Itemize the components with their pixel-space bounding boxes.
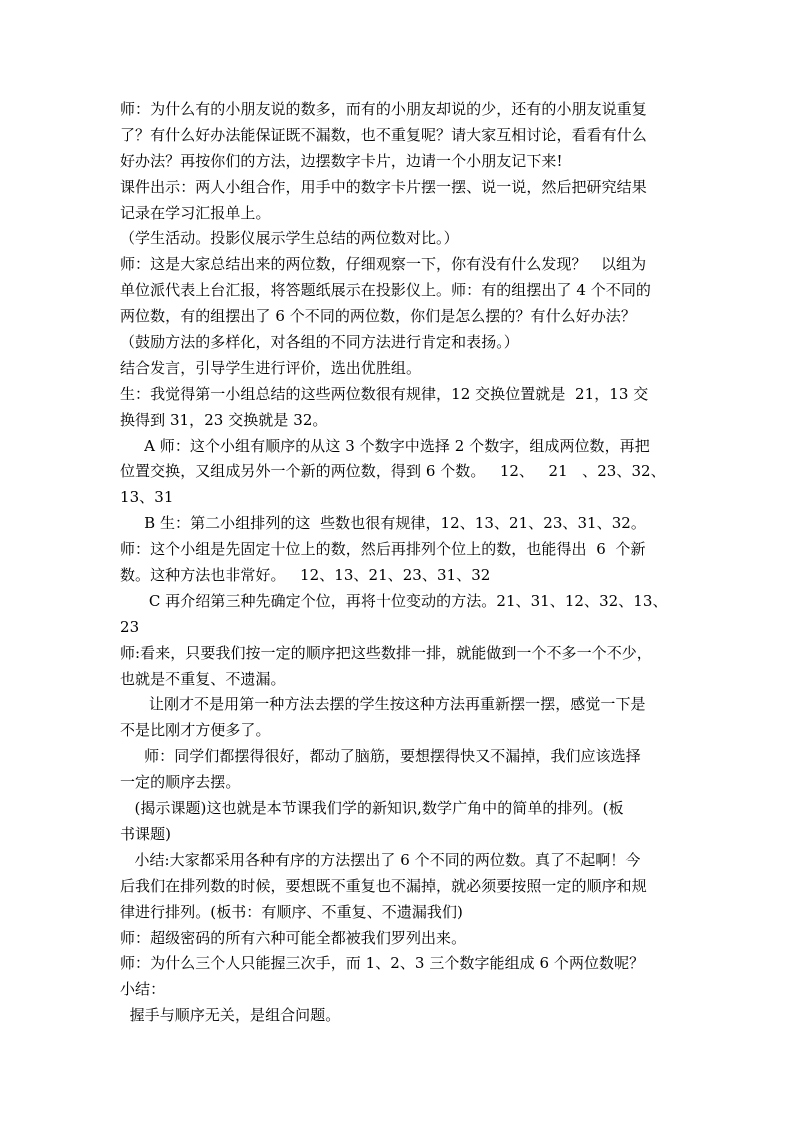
text-line: 一定的顺序去摆。 <box>120 773 241 792</box>
text-line: 师：为什么三个人只能握三次手，而 1、2、3 三个数字能组成 6 个两位数呢？ <box>120 954 645 973</box>
text-line: （学生活动。投影仪展示学生总结的两位数对比。） <box>120 229 459 248</box>
text-line: 后我们在排列数的时候，要想既不重复也不漏掉，就必须要按照一定的顺序和规 <box>120 876 647 895</box>
text-line: 握手与顺序无关，是组合问题。 <box>120 1006 341 1025</box>
text-line: 师：这个小组是先固定十位上的数，然后再排列个位上的数，也能得出 6 个新 <box>120 540 646 559</box>
text-line: 结合发言，引导学生进行评价，选出优胜组。 <box>120 358 422 377</box>
text-line: 13、31 <box>120 488 174 507</box>
text-line: 书课题) <box>120 824 172 843</box>
text-line: 师：超级密码的所有六种可能全都被我们罗列出来。 <box>120 928 467 947</box>
text-line: (揭示课题)这也就是本节课我们学的新知识,数学广角中的简单的排列。(板 <box>120 799 624 818</box>
text-line: 师:看来，只要我们按一定的顺序把这些数排一排，就能做到一个不多一个不少， <box>120 643 652 662</box>
text-line: 两位数，有的组摆出了 6 个不同的两位数，你们是怎么摆的？有什么好办法？ <box>120 307 636 326</box>
text-line: 师：这是大家总结出来的两位数，仔细观察一下，你有没有什么发现？ 以组为 <box>120 255 647 274</box>
text-line: 师：同学们都摆得很好，都动了脑筋，要想摆得快又不漏掉，我们应该选择 <box>120 747 641 766</box>
text-line: 好办法？再按你们的方法，边摆数字卡片，边请一个小朋友记下来! <box>120 151 563 170</box>
text-line: 律进行排列。(板书：有顺序、不重复、不遗漏我们) <box>120 902 463 921</box>
text-line: 让刚才不是用第一种方法去摆的学生按这种方法再重新摆一摆，感觉一下是 <box>120 695 646 714</box>
text-line: 小结： <box>120 980 166 999</box>
text-line: 换得到 31，23 交换就是 32。 <box>120 410 328 429</box>
text-line: 记录在学习汇报单上。 <box>120 203 271 222</box>
text-line: A 师：这个小组有顺序的从这 3 个数字中选择 2 个数字，组成两位数，再把 <box>120 436 650 455</box>
text-line: B 生：第二小组排列的这 些数也很有规律，12、13、21、23、31、32。 <box>120 514 646 533</box>
text-line: 数。这种方法也非常好。 12、13、21、23、31、32 <box>120 566 491 585</box>
text-line: 单位派代表上台汇报，将答题纸展示在投影仪上。师：有的组摆出了 4 个不同的 <box>120 281 651 300</box>
text-line: 位置交换，又组成另外一个新的两位数，得到 6 个数。 12、 21 、23、32、 <box>120 462 666 481</box>
text-line: 23 <box>120 617 140 636</box>
text-line: 也就是不重复、不遗漏。 <box>120 669 286 688</box>
text-line: （鼓励方法的多样化，对各组的不同方法进行肯定和表扬。） <box>120 333 519 352</box>
text-line: 不是比刚才方便多了。 <box>120 721 271 740</box>
document-body <box>120 97 676 1029</box>
text-line: C 再介绍第三种先确定个位，再将十位变动的方法。21、31、12、32、13、 <box>120 591 668 610</box>
text-line: 生：我觉得第一小组总结的这些两位数很有规律，12 交换位置就是 21，13 交 <box>120 384 649 403</box>
text-line: 课件出示：两人小组合作，用手中的数字卡片摆一摆、说一说，然后把研究结果 <box>120 177 647 196</box>
text-line: 小结:大家都采用各种有序的方法摆出了 6 个不同的两位数。真了不起啊！今 <box>120 850 641 869</box>
text-line: 了？有什么好办法能保证既不漏数，也不重复呢？请大家互相讨论，看看有什么 <box>120 125 647 144</box>
text-line: 师：为什么有的小朋友说的数多，而有的小朋友却说的少，还有的小朋友说重复 <box>120 100 647 118</box>
